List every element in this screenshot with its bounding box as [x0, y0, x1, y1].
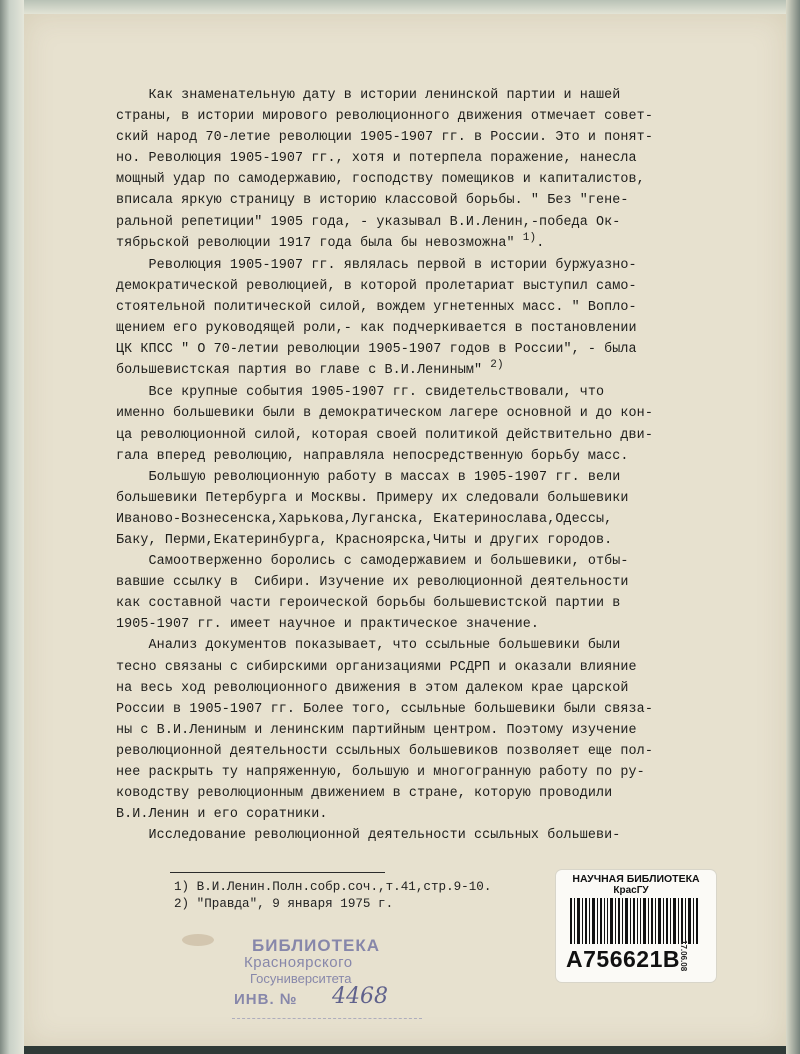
barcode-icon — [570, 898, 698, 944]
stamp-inventory-label: ИНВ. № — [234, 991, 298, 1008]
text-line: стоятельной политической силой, вождем угнетенных масс. " Вопло- — [116, 299, 637, 315]
text-line: Баку, Перми,Екатеринбурга, Красноярска,Читы и других городов. — [116, 532, 613, 548]
library-stamp — [228, 930, 438, 1022]
page-edge-top — [0, 0, 800, 14]
inventory-code: А756621В — [566, 946, 680, 972]
text-line: ца революционной силой, которая своей политикой действительно дви- — [116, 427, 653, 443]
text-line: именно большевики были в демократическом лагере основной и до кон- — [116, 406, 653, 422]
text-line: 1905-1907 гг. имеет научное и практическое значение. — [116, 617, 540, 633]
footnote-2: 2) "Правда", 9 января 1975 г. — [174, 897, 394, 911]
text-line: вавшие ссылку в Сибири. Изучение их революционной деятельности — [116, 575, 629, 591]
stamp-line-1: БИБЛИОТЕКА — [252, 936, 380, 955]
text-line: на весь ход революционного движения в этом далеком крае царской — [116, 680, 629, 696]
text-line: ский народ 70-летие революции 1905-1907 гг. в России. Это и понят- — [116, 130, 653, 146]
text-line: ководству революционным движением в стране, которую проводили — [116, 786, 613, 802]
text-line: Самоотверженно боролись с самодержавием и большевики, отбы- — [116, 554, 629, 570]
text-line-content: тябрьской революции 1917 года была бы невозможна" — [116, 235, 515, 251]
library-barcode-label — [556, 870, 716, 982]
text-line: Иваново-Вознесенска,Харькова,Луганска, Екатеринослава,Одессы, — [116, 511, 613, 527]
stamp-underline — [232, 1018, 422, 1019]
text-line: Как знаменательную дату в истории ленинской партии и нашей — [116, 88, 621, 103]
text-line: ЦК КПСС " О 70-летии революции 1905-1907 годов в России", - была — [116, 342, 637, 358]
library-abbrev: КрасГУ — [613, 885, 649, 896]
page-edge-left — [0, 0, 24, 1054]
stamp-line-3: Госуниверситета — [250, 971, 352, 986]
stamp-line-2: Красноярского — [244, 954, 353, 971]
text-line-content: большевистская партия во главе с В.И.Лениным" — [116, 363, 483, 379]
text-line: революционной деятельности ссыльных большевиков позволяет еще пол- — [116, 743, 653, 759]
library-name: НАУЧНАЯ БИБЛИОТЕКА — [572, 873, 700, 885]
text-line: гала вперед революцию, направляла непосредственную борьбу масс. — [116, 448, 629, 464]
text-line: вписала яркую страницу в историю классовой борьбы. " Без "гене- — [116, 193, 629, 209]
label-date: 17.06.08 — [679, 940, 688, 972]
text-line: демократической революцией, в которой пролетариат выступил само- — [116, 278, 637, 294]
text-line: нее раскрыть ту напряженную, большую и многогранную работу по ру- — [116, 765, 645, 780]
handwritten-inventory-number: 4468 — [332, 984, 388, 1009]
text-line: но. Революция 1905-1907 гг., хотя и потерпела поражение, нанесла — [116, 151, 637, 167]
text-line — [116, 360, 716, 382]
text-line: как составной части героической борьбы большевистской партии в — [116, 596, 621, 612]
ink-smudge — [182, 934, 214, 946]
text-line: мощный удар по самодержавию, господству помещиков и капиталистов, — [116, 172, 645, 188]
text-line: ны с В.И.Лениным и ленинским партийным центром. Поэтому изучение — [116, 722, 637, 738]
text-line: России в 1905-1907 гг. Более того, ссыльные большевики были связа- — [116, 701, 653, 717]
text-line: страны, в истории мирового революционного движения отмечает совет- — [116, 109, 653, 125]
page-edge-right — [786, 0, 800, 1054]
text-line: Анализ документов показывает, что ссыльные большевики были — [116, 638, 621, 654]
text-line: тесно связаны с сибирскими организациями РСДРП и оказали влияние — [116, 659, 637, 675]
text-line: Исследование революционной деятельности ссыльных большеви- — [116, 828, 621, 844]
text-line: тябрьской революции 1917 года была бы невозможна" $^{1)}$. — [116, 231, 545, 251]
text-line: ральной репетиции" 1905 года, - указывал В.И.Ленин,-победа Ок- — [116, 214, 621, 230]
footnote-ref-1: 1) — [522, 231, 537, 244]
text-line: Большую революционную работу в массах в 1905-1907 гг. вели — [116, 469, 621, 485]
text-line: Революция 1905-1907 гг. являлась первой в истории буржуазно- — [116, 257, 637, 273]
document-body — [116, 85, 716, 846]
text-line: В.И.Ленин и его соратники. — [116, 807, 328, 823]
footnote-divider — [170, 872, 385, 873]
text-line: большевики Петербурга и Москвы. Примеру их следовали большевики — [116, 490, 629, 506]
text-line: щением его руководящей роли,- как подчеркивается в постановлении — [116, 321, 637, 337]
footnotes — [174, 879, 574, 913]
footnote-ref-2: 2) — [490, 359, 504, 372]
text-line: Все крупные события 1905-1907 гг. свидетельствовали, что — [116, 385, 605, 401]
footnote-1: 1) В.И.Ленин.Полн.собр.соч.,т.41,стр.9-10. — [174, 880, 492, 894]
